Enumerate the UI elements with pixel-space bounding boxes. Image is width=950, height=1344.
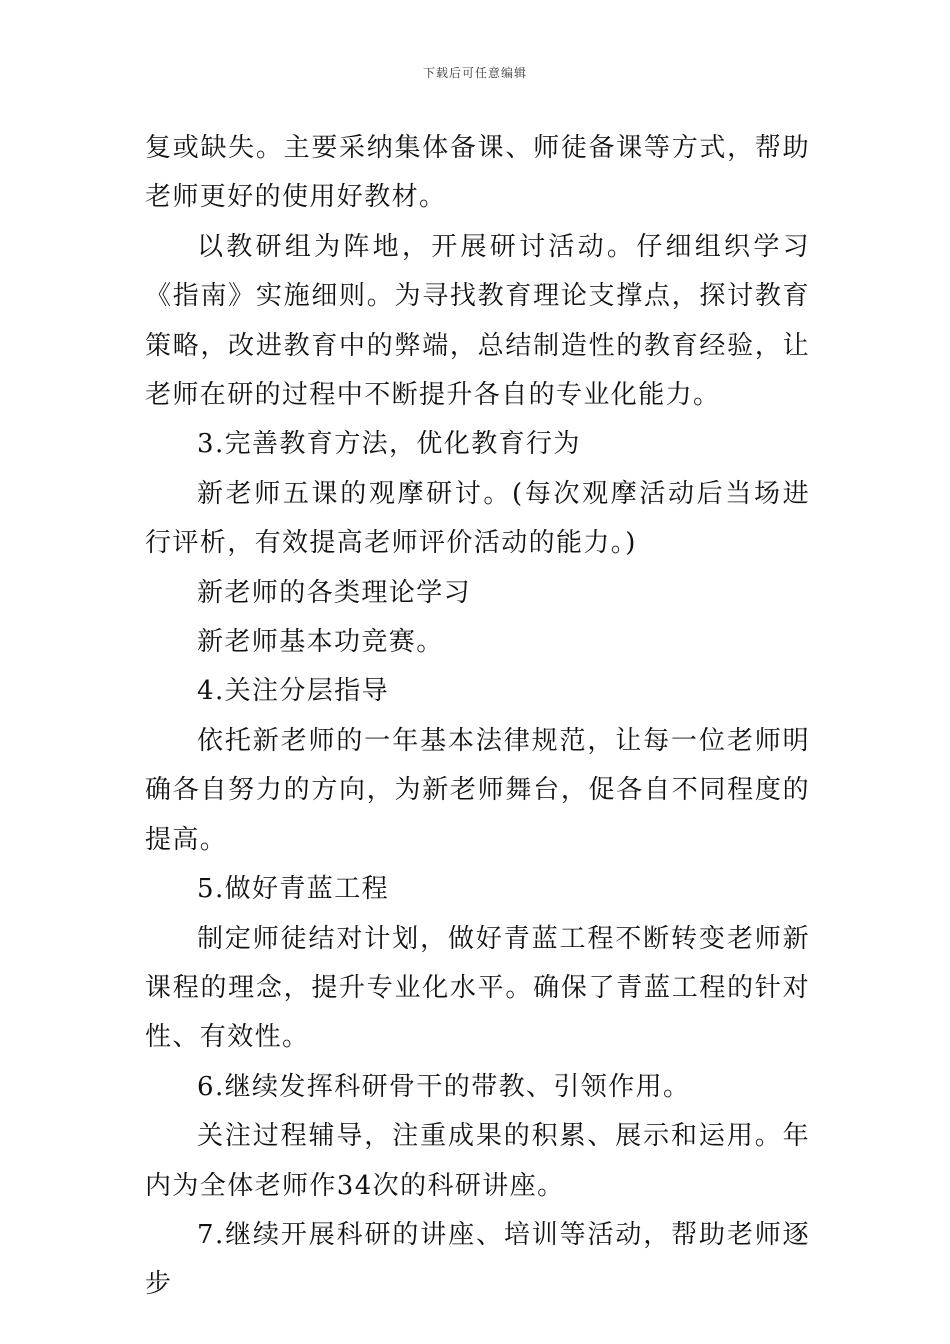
section-heading: 7.继续开展科研的讲座、培训等活动，帮助老师逐步	[145, 1219, 810, 1300]
section-heading: 4.关注分层指导	[197, 676, 390, 707]
section-heading: 6.继续发挥科研骨干的带教、引领作用。	[197, 1071, 691, 1102]
paragraph: 以教研组为阵地，开展研讨活动。仔细组织学习《指南》实施细则。为寻找教育理论支撑点，探讨教育策略，改进教育中的弊端，总结制造性的教育经验，让老师在研的过程中不断提升各自的专业化能力。	[145, 231, 810, 411]
paragraph: 新老师五课的观摩研讨。(每次观摩活动后当场进行评析，有效提高老师评价活动的能力。)	[145, 478, 810, 559]
paragraph: 依托新老师的一年基本法律规范，让每一位老师明确各自努力的方向，为新老师舞台，促各自不同程度的提高。	[145, 725, 810, 855]
paragraph: 新老师的各类理论学习	[197, 577, 472, 608]
paragraph: 新老师基本功竞赛。	[197, 627, 444, 658]
page-header: 下载后可任意编辑	[422, 66, 527, 80]
paragraph: 复或缺失。主要采纳集体备课、师徒备课等方式，帮助老师更好的使用好教材。	[145, 133, 810, 213]
paragraph: 关注过程辅导，注重成果的积累、展示和运用。年内为全体老师作34次的科研讲座。	[145, 1121, 810, 1201]
document-body	[145, 124, 810, 1310]
section-heading: 3.完善教育方法，优化教育行为	[197, 429, 581, 460]
section-heading: 5.做好青蓝工程	[197, 874, 390, 905]
paragraph: 制定师徒结对计划，做好青蓝工程不断转变老师新课程的理念，提升专业化水平。确保了青蓝工程的针对性、有效性。	[145, 923, 810, 1053]
